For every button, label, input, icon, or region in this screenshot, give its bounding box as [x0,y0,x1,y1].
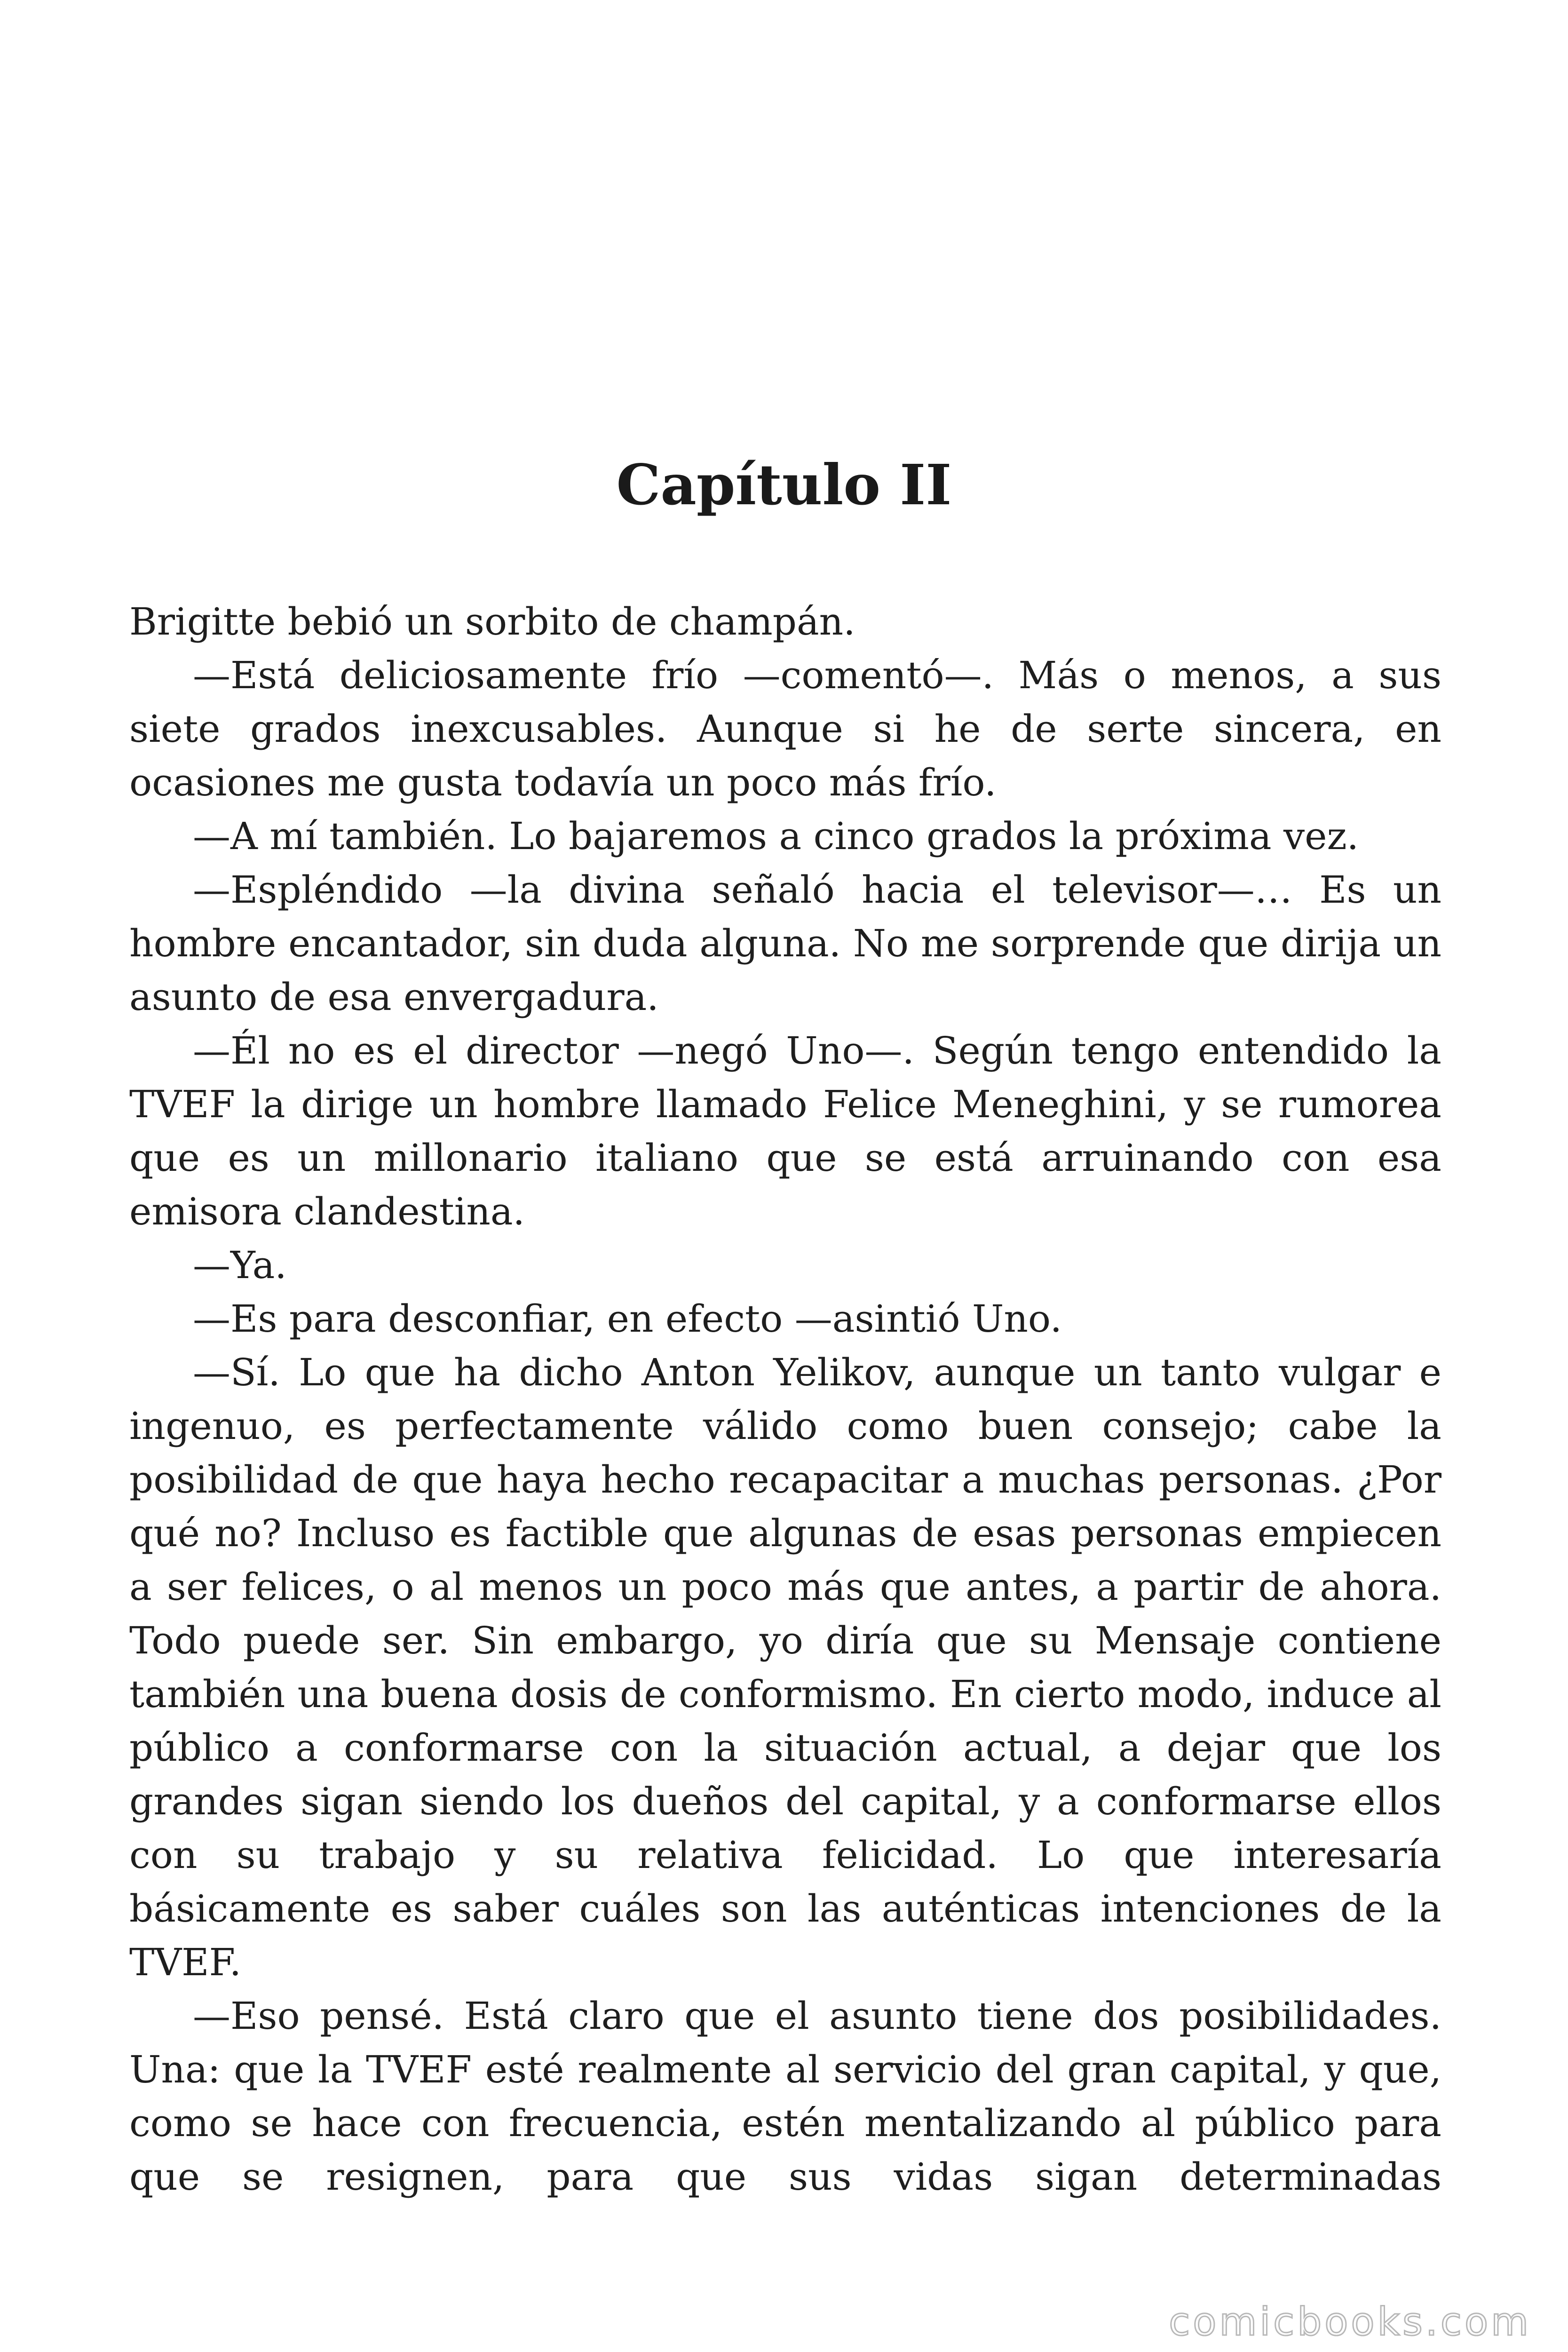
paragraph: —Sí. Lo que ha dicho Anton Yelikov, aunque un tanto vulgar e ingenuo, es perfectamente válido como buen consejo; cabe la posibilidad de que haya hecho recapacitar a muchas personas. ¿Por qué no? Incluso es factible que algunas de esas personas empiecen a ser felices, o al menos un poco más que antes, a partir de ahora. Todo puede ser. Sin embargo, yo diría que su Mensaje contiene también una buena dosis de conformismo. En cierto modo, induce al público a conformarse con la situación actual, a dejar que los grandes sigan siendo los dueños del capital, y a conformarse ellos con su trabajo y su relativa felicidad. Lo que interesaría básicamente es saber cuáles son las auténticas intenciones de la TVEF. [129,1351,1441,1984]
paragraph: —Eso pensé. Está claro que el asunto tiene dos posibilidades. Una: que la TVEF esté realmente al servicio del gran capital, y que, como se hace con frecuencia, estén mentalizando al público para que se resignen, para que sus vidas sigan determinadas [129,1994,1441,2199]
watermark: comicbooks.com [1169,2300,1531,2344]
paragraph: —Es para desconfiar, en efecto —asintió Uno. [193,1297,1062,1341]
paragraph: —Ya. [193,1243,287,1287]
paragraph: —Está deliciosamente frío —comentó—. Más o menos, a sus siete grados inexcusables. Aunque si he de serte sincera, en ocasiones me gusta todavía un poco más frío. [129,653,1441,804]
paragraph: —Espléndido —la divina señaló hacia el televisor—… Es un hombre encantador, sin duda alguna. No me sorprende que dirija un asunto de esa envergadura. [129,868,1441,1019]
paragraph: —Él no es el director —negó Uno—. Según tengo entendido la TVEF la dirige un hombre llamado Felice Meneghini, y se rumorea que es un millonario italiano que se está arruinando con esa emisora clandestina. [129,1029,1441,1233]
paragraph: —A mí también. Lo bajaremos a cinco grados la próxima vez. [193,814,1359,858]
paragraph: Brigitte bebió un sorbito de champán. [129,600,855,644]
chapter-title: Capítulo II [616,452,952,517]
chapter-body [129,595,1441,2204]
